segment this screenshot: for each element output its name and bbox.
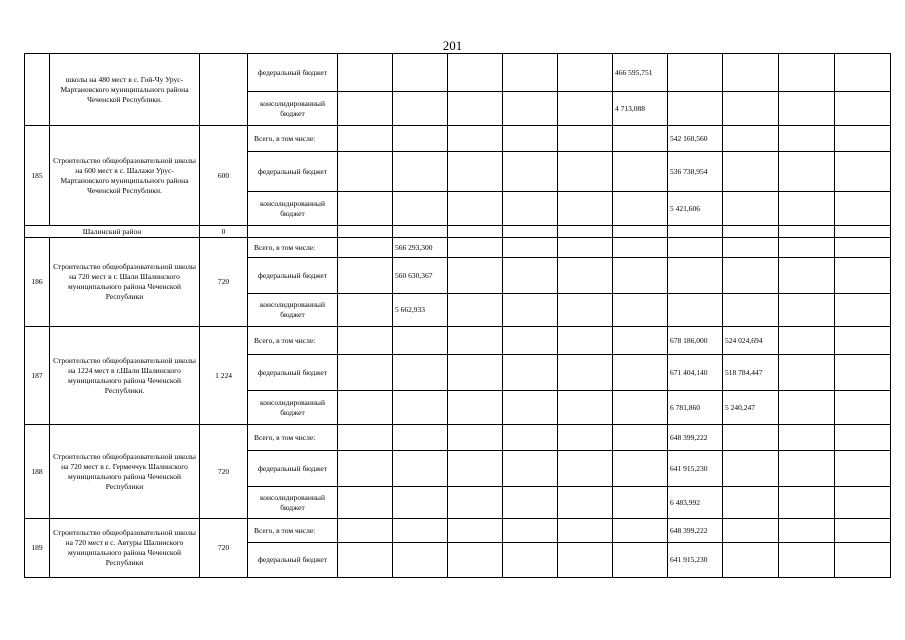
funding-source-label: федеральный бюджет [248,355,338,391]
empty-cell [779,425,835,451]
empty-cell [723,192,779,226]
table-body [25,54,891,578]
object-name: Строительство общеобразовательной школы на 720 мест в с. Гермеччук Шалинского муниципального района Чеченской Республики [50,425,200,519]
empty-cell [779,126,835,152]
empty-cell [779,487,835,519]
empty-cell [668,92,723,126]
empty-cell [503,425,558,451]
empty-cell [448,258,503,294]
empty-cell [723,226,779,238]
empty-cell [338,487,393,519]
empty-cell [338,355,393,391]
empty-cell [723,152,779,192]
empty-cell [448,487,503,519]
table-row [25,126,891,152]
empty-cell [668,54,723,92]
empty-cell [393,451,448,487]
table-row [25,425,891,451]
row-number [25,54,50,126]
empty-cell [393,54,448,92]
amount-cell: 671 404,140 [668,355,723,391]
amount-cell: 566 293,300 [393,238,448,258]
empty-cell [668,226,723,238]
empty-cell [503,126,558,152]
row-number: 187 [25,327,50,425]
empty-cell [448,355,503,391]
empty-cell [558,152,613,192]
empty-cell [503,327,558,355]
amount-cell: 5 421,606 [668,192,723,226]
empty-cell [613,258,668,294]
empty-cell [448,238,503,258]
amount-cell: 648 399,222 [668,425,723,451]
empty-cell [503,226,558,238]
empty-cell [393,226,448,238]
empty-cell [558,451,613,487]
empty-cell [779,238,835,258]
empty-cell [668,238,723,258]
empty-cell [558,543,613,578]
capacity-cell: 720 [200,238,248,327]
empty-cell [835,543,891,578]
empty-cell [779,327,835,355]
empty-cell [835,294,891,327]
empty-cell [779,391,835,425]
amount-cell: 6 483,992 [668,487,723,519]
amount-cell: 4 713,088 [613,92,668,126]
empty-cell [779,355,835,391]
empty-cell [613,543,668,578]
empty-cell [448,192,503,226]
empty-cell [338,92,393,126]
empty-cell [613,391,668,425]
empty-cell [613,294,668,327]
row-number: 185 [25,126,50,226]
empty-cell [248,226,338,238]
empty-cell [613,152,668,192]
object-name: Строительство общеобразовательной школы на 600 мест в с. Шалажи Урус-Мартановского муниципального района Чеченской Республики. [50,126,200,226]
empty-cell [558,519,613,543]
empty-cell [613,519,668,543]
empty-cell [723,238,779,258]
table-row [25,238,891,258]
funding-source-label: консолидированный бюджет [248,92,338,126]
empty-cell [503,543,558,578]
empty-cell [835,355,891,391]
empty-cell [393,543,448,578]
empty-cell [835,258,891,294]
empty-cell [723,487,779,519]
empty-cell [448,425,503,451]
empty-cell [448,519,503,543]
empty-cell [835,54,891,92]
empty-cell [723,92,779,126]
table-row [25,54,891,92]
empty-cell [503,487,558,519]
empty-cell [835,391,891,425]
empty-cell [835,192,891,226]
empty-cell [503,294,558,327]
amount-cell: 5 240,247 [723,391,779,425]
empty-cell [558,238,613,258]
empty-cell [338,54,393,92]
empty-cell [835,152,891,192]
amount-cell: 641 915,230 [668,543,723,578]
empty-cell [558,391,613,425]
amount-cell: 5 662,933 [393,294,448,327]
empty-cell [835,327,891,355]
empty-cell [779,519,835,543]
empty-cell [779,54,835,92]
empty-cell [558,258,613,294]
funding-source-label: Всего, в том числе: [248,425,338,451]
empty-cell [393,355,448,391]
district-name: Шалинский район [25,226,200,238]
empty-cell [393,487,448,519]
empty-cell [558,425,613,451]
budget-table [24,53,891,578]
empty-cell [613,451,668,487]
empty-cell [723,294,779,327]
capacity-cell: 0 [200,226,248,238]
empty-cell [338,543,393,578]
empty-cell [835,425,891,451]
empty-cell [338,126,393,152]
empty-cell [503,391,558,425]
empty-cell [613,226,668,238]
empty-cell [338,258,393,294]
amount-cell: 542 160,560 [668,126,723,152]
amount-cell: 524 024,694 [723,327,779,355]
empty-cell [613,126,668,152]
amount-cell: 466 595,751 [613,54,668,92]
empty-cell [613,238,668,258]
empty-cell [835,487,891,519]
empty-cell [338,226,393,238]
empty-cell [503,355,558,391]
funding-source-label: Всего, в том числе: [248,519,338,543]
amount-cell: 560 630,367 [393,258,448,294]
empty-cell [723,451,779,487]
empty-cell [448,152,503,192]
empty-cell [448,543,503,578]
empty-cell [723,126,779,152]
empty-cell [779,294,835,327]
capacity-cell [200,54,248,126]
empty-cell [338,192,393,226]
empty-cell [393,519,448,543]
empty-cell [835,92,891,126]
empty-cell [613,425,668,451]
funding-source-label: Всего, в том числе: [248,126,338,152]
empty-cell [779,226,835,238]
empty-cell [723,425,779,451]
funding-source-label: федеральный бюджет [248,543,338,578]
empty-cell [668,294,723,327]
empty-cell [503,192,558,226]
funding-source-label: консолидированный бюджет [248,487,338,519]
table-row [25,519,891,543]
empty-cell [448,327,503,355]
empty-cell [558,192,613,226]
empty-cell [338,391,393,425]
capacity-cell: 720 [200,519,248,578]
empty-cell [503,258,558,294]
empty-cell [503,152,558,192]
empty-cell [613,192,668,226]
empty-cell [835,226,891,238]
empty-cell [448,226,503,238]
empty-cell [393,126,448,152]
empty-cell [448,126,503,152]
funding-source-label: консолидированный бюджет [248,192,338,226]
empty-cell [779,543,835,578]
empty-cell [393,327,448,355]
district-row [25,226,891,238]
empty-cell [613,487,668,519]
empty-cell [503,238,558,258]
empty-cell [723,258,779,294]
empty-cell [503,54,558,92]
empty-cell [393,92,448,126]
row-number: 188 [25,425,50,519]
empty-cell [613,327,668,355]
amount-cell: 648 399,222 [668,519,723,543]
amount-cell: 678 186,000 [668,327,723,355]
amount-cell: 518 784,447 [723,355,779,391]
row-number: 186 [25,238,50,327]
empty-cell [503,92,558,126]
object-name: школы на 480 мест в с. Гой-Чу Урус-Мартановского муниципального района Чеченской Республики. [50,54,200,126]
row-number: 189 [25,519,50,578]
empty-cell [835,238,891,258]
empty-cell [613,355,668,391]
funding-source-label: Всего, в том числе: [248,327,338,355]
empty-cell [338,238,393,258]
empty-cell [338,327,393,355]
empty-cell [338,425,393,451]
empty-cell [448,294,503,327]
empty-cell [558,294,613,327]
empty-cell [338,152,393,192]
empty-cell [835,519,891,543]
empty-cell [448,92,503,126]
empty-cell [448,54,503,92]
page-number: 201 [442,38,463,53]
empty-cell [503,451,558,487]
empty-cell [558,92,613,126]
empty-cell [779,152,835,192]
empty-cell [393,391,448,425]
table-row [25,327,891,355]
funding-source-label: Всего, в том числе: [248,238,338,258]
amount-cell: 6 781,860 [668,391,723,425]
empty-cell [558,126,613,152]
funding-source-label: федеральный бюджет [248,451,338,487]
empty-cell [393,152,448,192]
capacity-cell: 600 [200,126,248,226]
funding-source-label: федеральный бюджет [248,258,338,294]
empty-cell [779,258,835,294]
empty-cell [503,519,558,543]
funding-source-label: консолидированный бюджет [248,294,338,327]
empty-cell [558,226,613,238]
funding-source-label: консолидированный бюджет [248,391,338,425]
amount-cell: 641 915,230 [668,451,723,487]
amount-cell: 536 738,954 [668,152,723,192]
empty-cell [338,451,393,487]
object-name: Строительство общеобразовательной школы на 720 мест в г. Шали Шалинского муниципального района Чеченской Республики [50,238,200,327]
empty-cell [393,425,448,451]
empty-cell [779,92,835,126]
empty-cell [338,294,393,327]
object-name: Строительство общеобразовательной школы на 1224 мест в г.Шали Шалинского муниципального района Чеченской Республики. [50,327,200,425]
empty-cell [779,451,835,487]
capacity-cell: 720 [200,425,248,519]
capacity-cell: 1 224 [200,327,248,425]
empty-cell [448,391,503,425]
empty-cell [723,54,779,92]
empty-cell [338,519,393,543]
empty-cell [558,327,613,355]
empty-cell [779,192,835,226]
empty-cell [723,519,779,543]
empty-cell [558,54,613,92]
empty-cell [393,192,448,226]
empty-cell [558,487,613,519]
empty-cell [723,543,779,578]
funding-source-label: федеральный бюджет [248,54,338,92]
empty-cell [835,126,891,152]
empty-cell [558,355,613,391]
empty-cell [668,258,723,294]
empty-cell [448,451,503,487]
funding-source-label: федеральный бюджет [248,152,338,192]
object-name: Строительство общеобразовательной школы на 720 мест в с. Автуры Шалинского муниципального района Чеченской Республики [50,519,200,578]
empty-cell [835,451,891,487]
